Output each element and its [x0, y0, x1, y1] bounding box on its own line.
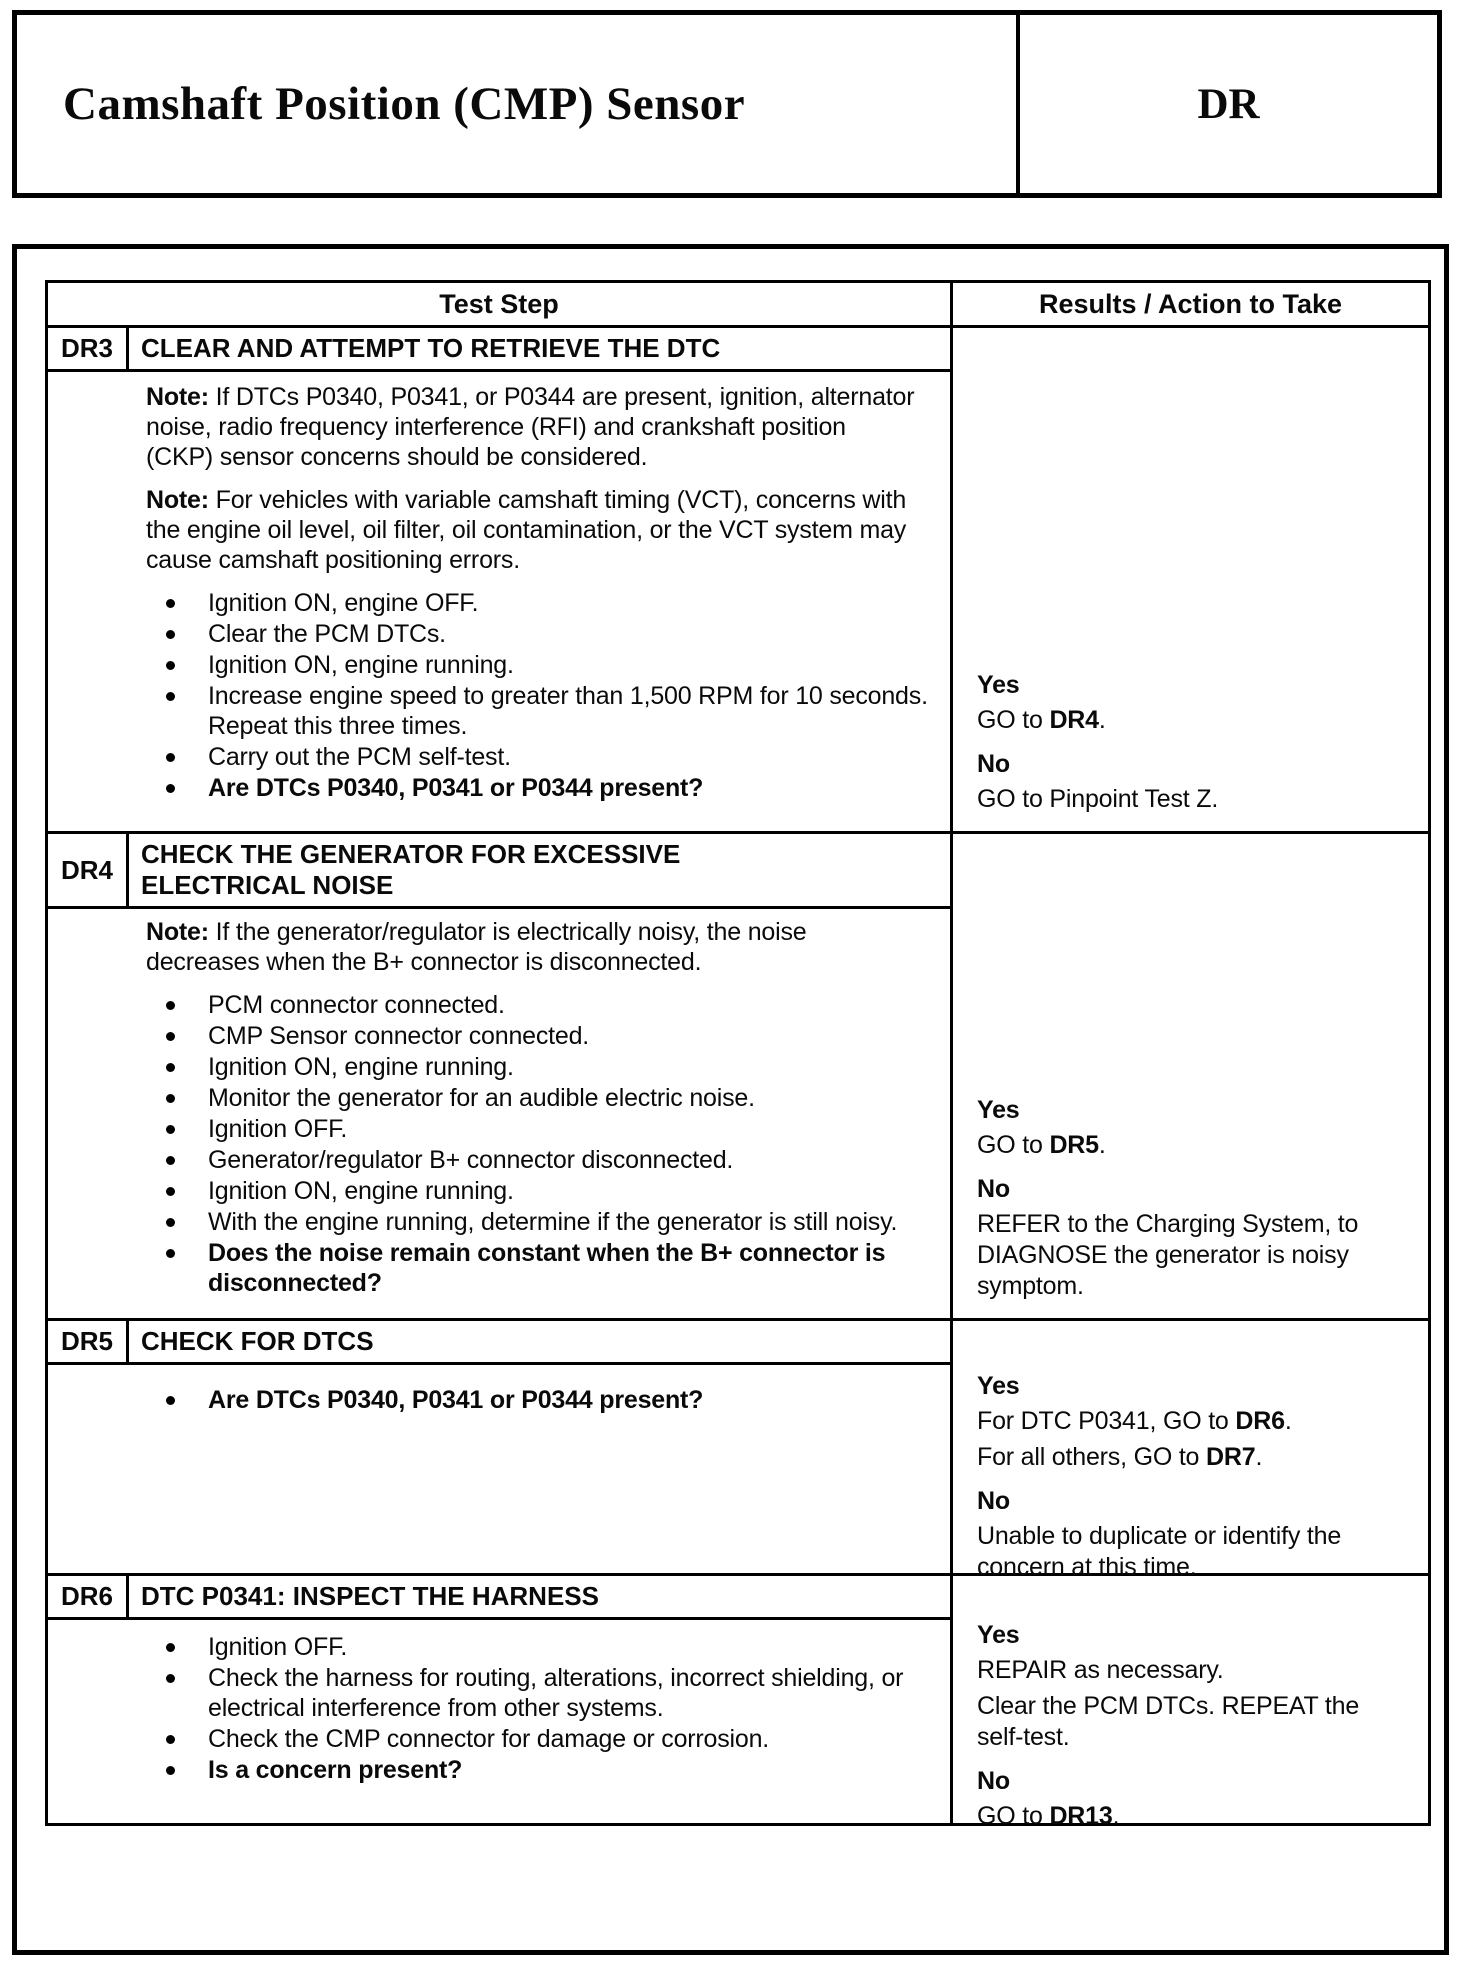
dr4-note-1-text: If the generator/regulator is electrically noisy, the noise decreases when the B+ connector is disconnected.: [146, 918, 807, 976]
dr6-step-title: [129, 1576, 950, 1617]
dr3-step-body: [48, 372, 950, 804]
bullet-item: PCM connector connected.: [146, 990, 932, 1020]
action-text: REPAIR as necessary.: [977, 1656, 1224, 1684]
dr3-note-2: [146, 485, 916, 575]
dr5-results-cell: [953, 1321, 1428, 1581]
dr5-step-id: DR5: [48, 1321, 129, 1362]
action-text: .: [1098, 1131, 1106, 1159]
column-header-results: Results / Action to Take: [1038, 288, 1343, 319]
dr5-no-group: [977, 1486, 1418, 1583]
dr3-no-action: [977, 784, 1412, 815]
dr3-yes-action: [977, 705, 1412, 736]
dr6-step-body: [48, 1620, 950, 1786]
no-label: No: [977, 1487, 1010, 1515]
bullet-item: With the engine running, determine if the generator is still noisy.: [146, 1207, 932, 1237]
action-text: GO to: [977, 706, 1050, 734]
bullet-item: Ignition ON, engine running.: [146, 1176, 932, 1206]
action-text: Clear the PCM DTCs. REPEAT the self-test.: [977, 1692, 1360, 1751]
dr3-step-head: [48, 328, 950, 372]
dr4-step-head: [48, 834, 950, 909]
no-label: No: [977, 750, 1010, 778]
dr5-bullet-list: [146, 1385, 932, 1415]
table-row-dr6: [48, 1573, 1428, 1830]
dr3-no-group: [977, 749, 1418, 815]
dr6-yes-group: [977, 1620, 1418, 1753]
dr6-step-id: DR6: [48, 1576, 129, 1617]
dr3-bullet-list: [146, 588, 932, 803]
bullet-item: CMP Sensor connector connected.: [146, 1021, 932, 1051]
table-row-dr3: [48, 325, 1428, 831]
dr5-yes-action-1: [977, 1406, 1412, 1437]
action-text: .: [1284, 1407, 1292, 1435]
bullet-item: Ignition OFF.: [146, 1632, 932, 1662]
bullet-item: Check the CMP connector for damage or corrosion.: [146, 1724, 932, 1754]
action-text: .: [1255, 1443, 1263, 1471]
bullet-item: Check the harness for routing, alterations, incorrect shielding, or electrical interference from other systems.: [146, 1663, 932, 1723]
dr4-step-id: DR4: [48, 834, 129, 906]
dr6-results-cell: [953, 1576, 1428, 1830]
dr3-note-1: [146, 382, 916, 472]
dr6-test-step-cell: [48, 1576, 953, 1823]
dr6-step-head: [48, 1576, 950, 1620]
dr3-note-2-text: For vehicles with variable camshaft timing (VCT), concerns with the engine oil level, oil filter, oil contamination, or the VCT system may cause camshaft positioning errors.: [146, 486, 907, 574]
yes-label: Yes: [977, 1096, 1020, 1124]
action-target: DR13: [1049, 1802, 1113, 1830]
table-header-row: [48, 283, 1428, 325]
bullet-item: Monitor the generator for an audible electric noise.: [146, 1083, 932, 1113]
dr4-step-body: [48, 909, 950, 1299]
dr3-test-step-cell: [48, 328, 953, 831]
dr3-step-title-text: CLEAR AND ATTEMPT TO RETRIEVE THE DTC: [141, 333, 721, 363]
dr4-note-1: [146, 917, 916, 977]
bullet-item: Clear the PCM DTCs.: [146, 619, 932, 649]
action-text: REFER to the Charging System, to DIAGNOSE the generator is noisy symptom.: [977, 1210, 1359, 1300]
section-code: DR: [1197, 80, 1260, 128]
dr3-results-cell: [953, 328, 1428, 831]
dr3-note-2-label: Note:: [146, 486, 209, 514]
action-text: GO to: [977, 1802, 1050, 1830]
page-title: Camshaft Position (CMP) Sensor: [17, 15, 1020, 193]
document-header: [12, 10, 1442, 198]
dr4-note-1-label: Note:: [146, 918, 209, 946]
dr5-no-action: [977, 1521, 1412, 1583]
dr3-note-1-label: Note:: [146, 383, 209, 411]
yes-label: Yes: [977, 671, 1020, 699]
dr4-no-group: [977, 1174, 1418, 1302]
action-target: DR7: [1206, 1443, 1256, 1471]
action-text: .: [1098, 706, 1106, 734]
dr5-step-body: [48, 1365, 950, 1416]
dr4-bullet-list: [146, 990, 932, 1298]
action-text: GO to Pinpoint Test Z.: [977, 785, 1219, 813]
action-text: Unable to duplicate or identify the concern at this time.: [977, 1522, 1342, 1581]
dr6-no-group: [977, 1766, 1418, 1832]
no-label: No: [977, 1175, 1010, 1203]
dr5-step-title-text: CHECK FOR DTCS: [141, 1326, 374, 1356]
dr4-results-cell: [953, 834, 1428, 1318]
dr6-yes-action-2: [977, 1691, 1412, 1753]
dr4-no-action: [977, 1209, 1375, 1302]
dr5-test-step-cell: [48, 1321, 953, 1573]
dr5-step-title: [129, 1321, 950, 1362]
dr6-no-action: [977, 1801, 1412, 1832]
bullet-item: Generator/regulator B+ connector disconnected.: [146, 1145, 932, 1175]
table-row-dr5: [48, 1318, 1428, 1581]
dr3-step-id: DR3: [48, 328, 129, 369]
action-text: For all others, GO to: [977, 1443, 1207, 1471]
action-text: For DTC P0341, GO to: [977, 1407, 1236, 1435]
bullet-item-question: Does the noise remain constant when the B+ connector is disconnected?: [146, 1238, 906, 1298]
bullet-item: Carry out the PCM self-test.: [146, 742, 932, 772]
dr4-step-title: [129, 834, 950, 906]
diagnostic-table: [45, 280, 1431, 1830]
dr6-bullet-list: [146, 1632, 932, 1785]
action-target: DR5: [1049, 1131, 1099, 1159]
column-header-test-step: Test Step: [48, 283, 953, 325]
bullet-item: Ignition ON, engine running.: [146, 1052, 932, 1082]
bullet-item: Ignition OFF.: [146, 1114, 932, 1144]
dr4-yes-action: [977, 1130, 1412, 1161]
bullet-item-question: Are DTCs P0340, P0341 or P0344 present?: [146, 773, 906, 803]
dr5-yes-group: [977, 1371, 1418, 1473]
action-target: DR6: [1235, 1407, 1285, 1435]
dr6-yes-action-1: [977, 1655, 1412, 1686]
yes-label: Yes: [977, 1621, 1020, 1649]
table-row-dr4: [48, 831, 1428, 1318]
bullet-item-question: Are DTCs P0340, P0341 or P0344 present?: [146, 1385, 906, 1415]
dr5-step-head: [48, 1321, 950, 1365]
dr5-yes-action-2: [977, 1442, 1412, 1473]
no-label: No: [977, 1767, 1010, 1795]
action-text: GO to: [977, 1131, 1050, 1159]
bullet-item: Ignition ON, engine OFF.: [146, 588, 932, 618]
action-text: .: [1112, 1802, 1120, 1830]
dr6-step-title-text: DTC P0341: INSPECT THE HARNESS: [141, 1581, 599, 1611]
dr3-yes-group: [977, 670, 1418, 736]
action-target: DR4: [1049, 706, 1099, 734]
bullet-item: Increase engine speed to greater than 1,500 RPM for 10 seconds. Repeat this three times.: [146, 681, 932, 741]
dr3-step-title: [129, 328, 950, 369]
dr4-test-step-cell: [48, 834, 953, 1318]
dr4-step-title-text: CHECK THE GENERATOR FOR EXCESSIVE ELECTRICAL NOISE: [141, 839, 681, 900]
dr3-note-1-text: If DTCs P0340, P0341, or P0344 are present, ignition, alternator noise, radio frequency interference (RFI) and crankshaft position (CKP) sensor concerns should be considered.: [146, 383, 915, 471]
bullet-item: Ignition ON, engine running.: [146, 650, 932, 680]
yes-label: Yes: [977, 1372, 1020, 1400]
dr4-yes-group: [977, 1095, 1418, 1161]
bullet-item-question: Is a concern present?: [146, 1755, 906, 1785]
